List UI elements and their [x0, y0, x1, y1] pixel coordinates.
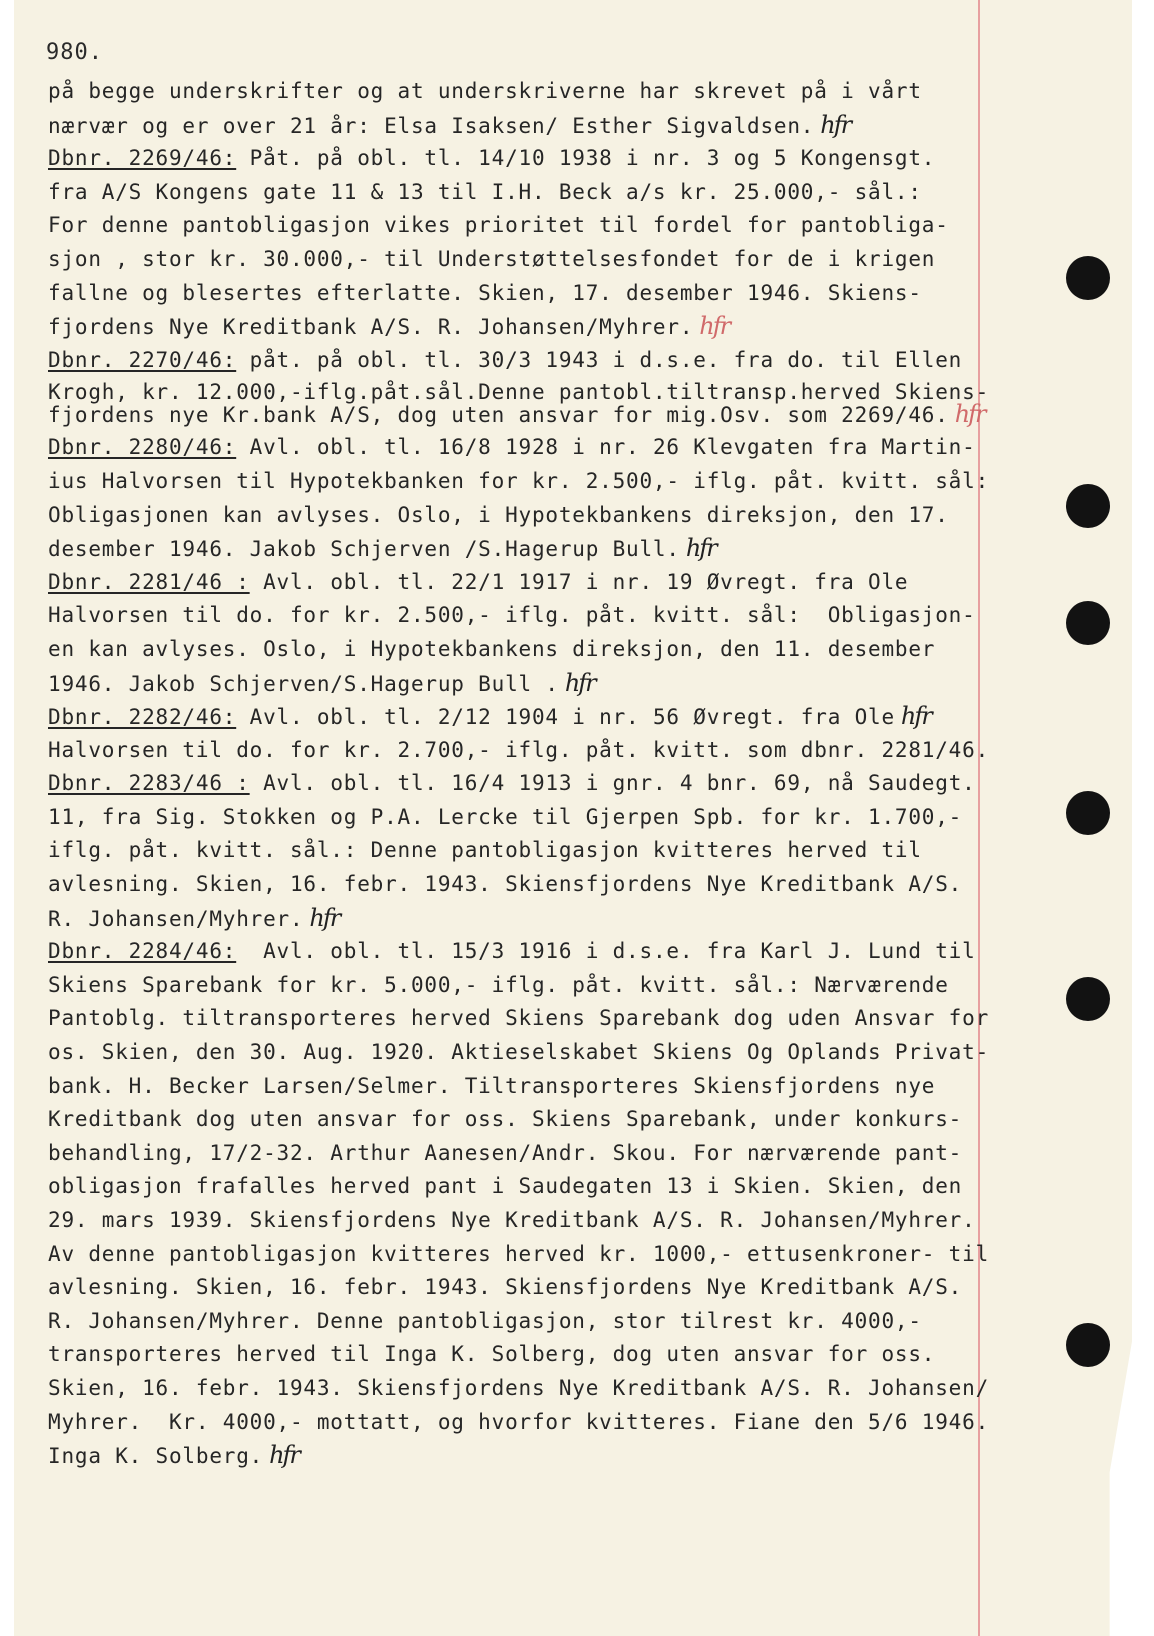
- text-line: [48, 599, 984, 633]
- text-line: [48, 499, 984, 533]
- text-line: [48, 969, 984, 1003]
- text-line: [48, 75, 984, 109]
- text-line: [48, 801, 984, 835]
- line-text: 1946. Jakob Schjerven/S.Hagerup Bull .: [48, 671, 559, 696]
- line-text: Avl. obl. tl. 16/4 1913 i gnr. 4 bnr. 69, nå Saudegt.: [249, 771, 976, 796]
- line-text: en kan avlyses. Oslo, i Hypotekbankens direksjon, den 11. desember: [48, 636, 936, 661]
- text-line: [48, 1137, 984, 1171]
- line-text: bank. H. Becker Larsen/Selmer. Tiltransporteres Skiensfjordens nye: [48, 1073, 936, 1098]
- text-line: [48, 1338, 984, 1372]
- punch-hole: [1066, 791, 1110, 835]
- text-line: [48, 1271, 984, 1305]
- line-text: R. Johansen/Myhrer.: [48, 906, 304, 931]
- text-line: [48, 667, 984, 701]
- text-line: [48, 767, 984, 801]
- text-line: [48, 243, 984, 277]
- line-text: desember 1946. Jakob Schjerven /S.Hagerup Bull.: [48, 537, 680, 562]
- line-text: fjordens Nye Kreditbank A/S. R. Johansen/Myhrer.: [48, 315, 694, 340]
- text-line: [48, 431, 984, 465]
- line-text: Pantoblg. tiltransporteres herved Skiens Sparebank dog uden Ansvar for: [48, 1006, 990, 1031]
- text-line: [48, 1305, 984, 1339]
- text-line: [48, 109, 984, 143]
- line-text: Avl. obl. tl. 15/3 1916 i d.s.e. fra Karl J. Lund til: [236, 939, 976, 964]
- line-text: fra A/S Kongens gate 11 & 13 til I.H. Beck a/s kr. 25.000,- sål.:: [48, 179, 922, 204]
- line-text: Skien, 16. febr. 1943. Skiensfjordens Nye Kreditbank A/S. R. Johansen/: [48, 1375, 990, 1400]
- line-text: Halvorsen til do. for kr. 2.700,- iflg. påt. kvitt. som dbnr. 2281/46.: [48, 737, 990, 762]
- text-line: [48, 700, 984, 734]
- line-text: os. Skien, den 30. Aug. 1920. Aktieselskabet Skiens Og Oplands Privat-: [48, 1040, 990, 1065]
- line-text: Myhrer. Kr. 4000,- mottatt, og hvorfor kvitteres. Fiane den 5/6 1946.: [48, 1409, 990, 1434]
- text-line: [48, 1002, 990, 1036]
- line-text: Skiens Sparebank for kr. 5.000,- iflg. påt. kvitt. sål.: Nærværende: [48, 972, 949, 997]
- entry-reference: Dbnr. 2283/46 :: [48, 771, 250, 796]
- line-text: avlesning. Skien, 16. febr. 1943. Skiensfjordens Nye Kreditbank A/S.: [48, 872, 963, 897]
- line-text: Av denne pantobligasjon kvitteres herved kr. 1000,- ettusenkroner- til: [48, 1241, 990, 1266]
- line-text: iflg. påt. kvitt. sål.: Denne pantobligasjon kvitteres herved til: [48, 838, 922, 863]
- document-body: [48, 75, 990, 1473]
- text-line: [48, 935, 984, 969]
- punch-hole: [1066, 977, 1110, 1021]
- text-line: [48, 834, 984, 868]
- line-text: obligasjon frafalles herved pant i Saudegaten 13 i Skien. Skien, den: [48, 1174, 963, 1199]
- text-line: [48, 566, 984, 600]
- entry-reference: Dbnr. 2281/46 :: [48, 569, 250, 594]
- text-line: [48, 1204, 984, 1238]
- handwritten-initials: hfr: [269, 1441, 299, 1470]
- text-line: [48, 465, 990, 499]
- line-text: transporteres herved til Inga K. Solberg, dog uten ansvar for oss.: [48, 1342, 936, 1367]
- text-line: [48, 633, 984, 667]
- text-line: [48, 1170, 984, 1204]
- line-text: Krogh, kr. 12.000,-iflg.påt.sål.Denne pantobl.tiltransp.herved Skiens-: [48, 380, 990, 405]
- line-text: 11, fra Sig. Stokken og P.A. Lercke til Gjerpen Spb. for kr. 1.700,-: [48, 804, 963, 829]
- handwritten-initials: hfr: [309, 903, 340, 932]
- entry-reference: Dbnr. 2280/46:: [48, 435, 237, 460]
- line-text: fallne og blesertes efterlatte. Skien, 17. desember 1946. Skiens-: [48, 280, 922, 305]
- text-line: [48, 532, 984, 566]
- line-text: behandling, 17/2-32. Arthur Aanesen/Andr. Skou. For nærværende pant-: [48, 1140, 963, 1165]
- handwritten-initials: hfr: [685, 534, 716, 563]
- line-text: Inga K. Solberg.: [48, 1444, 264, 1469]
- line-text: fjordens nye Kr.bank A/S, dog uten ansvar for mig.Osv. som 2269/46.: [48, 403, 949, 428]
- handwritten-initials: hfr: [699, 312, 730, 341]
- text-line: [48, 400, 985, 429]
- text-line: [48, 902, 984, 936]
- line-text: på begge underskrifter og at underskriverne har skrevet på i vårt: [48, 79, 922, 103]
- punch-hole: [1066, 601, 1110, 645]
- line-text: påt. på obl. tl. 30/3 1943 i d.s.e. fra do. til Ellen: [236, 347, 963, 372]
- line-text: Avl. obl. tl. 2/12 1904 i nr. 56 Øvregt. fra Ole: [236, 705, 895, 730]
- entry-reference: Dbnr. 2269/46:: [48, 146, 237, 171]
- line-text: ius Halvorsen til Hypotekbanken for kr. 2.500,- iflg. påt. kvitt. sål:: [48, 468, 990, 493]
- line-text: avlesning. Skien, 16. febr. 1943. Skiensfjordens Nye Kreditbank A/S.: [48, 1275, 963, 1300]
- text-line: [48, 277, 984, 311]
- text-line: [48, 1238, 990, 1272]
- punch-hole: [1066, 1323, 1110, 1367]
- text-line: [48, 310, 984, 344]
- text-line: [48, 176, 984, 210]
- handwritten-initials: hfr: [564, 668, 595, 697]
- text-line: [48, 1372, 990, 1406]
- line-text: Obligasjonen kan avlyses. Oslo, i Hypotekbankens direksjon, den 17.: [48, 502, 949, 527]
- line-text: For denne pantobligasjon vikes prioritet til fordel for pantobliga-: [48, 213, 949, 238]
- page-number: 980.: [46, 40, 103, 65]
- line-text: Kreditbank dog uten ansvar for oss. Skiens Sparebank, under konkurs-: [48, 1107, 963, 1132]
- line-text: Avl. obl. tl. 22/1 1917 i nr. 19 Øvregt. fra Ole: [249, 569, 909, 594]
- text-line: [48, 868, 984, 902]
- line-text: Avl. obl. tl. 16/8 1928 i nr. 26 Klevgaten fra Martin-: [236, 435, 976, 460]
- text-line: [48, 142, 984, 176]
- line-text: 29. mars 1939. Skiensfjordens Nye Kreditbank A/S. R. Johansen/Myhrer.: [48, 1208, 976, 1232]
- line-text: sjon , stor kr. 30.000,- til Understøttelsesfondet for de i krigen: [48, 246, 936, 271]
- handwritten-initials: hfr: [954, 400, 985, 429]
- entry-reference: Dbnr. 2270/46:: [48, 347, 237, 372]
- punch-hole: [1066, 484, 1110, 528]
- text-line: [48, 1439, 984, 1473]
- text-line: [48, 734, 990, 768]
- text-line: [48, 209, 984, 243]
- punch-hole: [1066, 256, 1110, 300]
- line-text: Halvorsen til do. for kr. 2.500,- iflg. påt. kvitt. sål: Obligasjon-: [48, 603, 976, 628]
- line-text: nærvær og er over 21 år: Elsa Isaksen/ Esther Sigvaldsen.: [48, 113, 815, 138]
- handwritten-initials: hfr: [820, 110, 851, 139]
- text-line: [48, 1036, 990, 1070]
- line-text: Påt. på obl. tl. 14/10 1938 i nr. 3 og 5 Kongensgt.: [236, 146, 936, 171]
- text-line: [48, 1103, 984, 1137]
- text-line: [48, 1406, 990, 1440]
- text-line: [48, 1070, 984, 1104]
- handwritten-initials: hfr: [900, 702, 931, 731]
- entry-reference: Dbnr. 2282/46:: [48, 705, 237, 730]
- text-line: [48, 380, 990, 405]
- entry-reference: Dbnr. 2284/46:: [48, 939, 237, 964]
- line-text: R. Johansen/Myhrer. Denne pantobligasjon, stor tilrest kr. 4000,-: [48, 1308, 922, 1333]
- text-line: [48, 344, 984, 378]
